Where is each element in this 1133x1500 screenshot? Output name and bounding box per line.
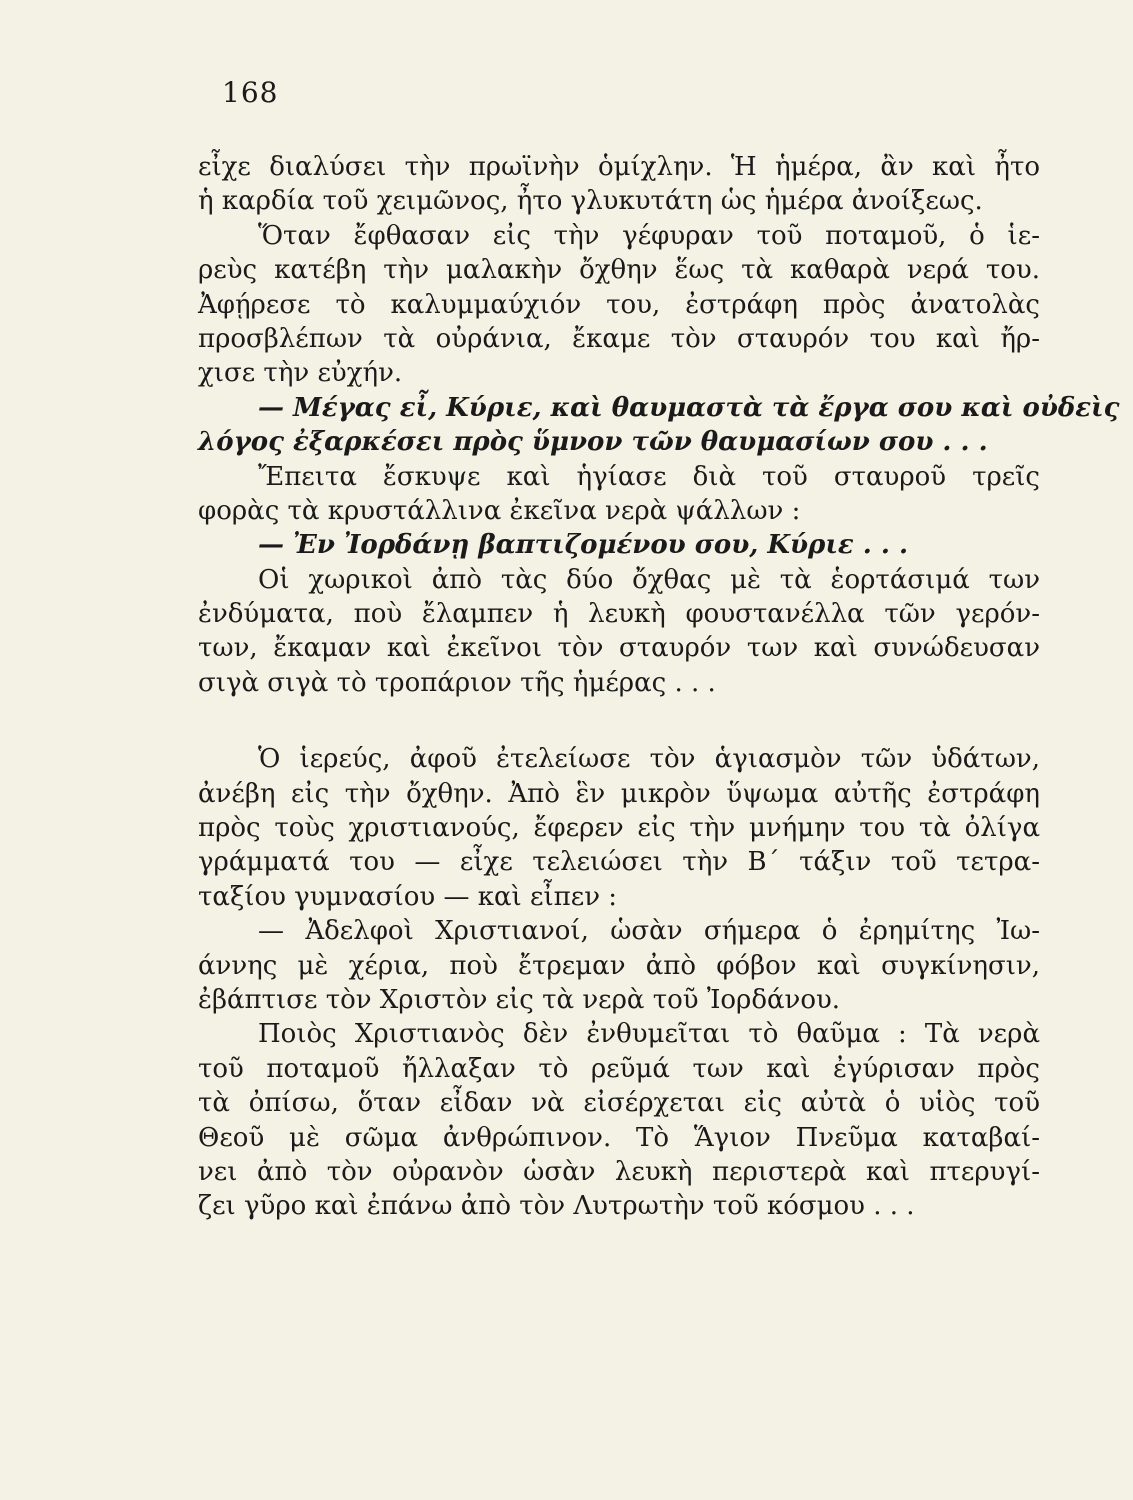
- text-line: ἀνέβη εἰς τὴν ὄχθην. Ἀπὸ ἓν μικρὸν ὕψωμα αὐτῆς ἐστράφη: [198, 778, 1040, 809]
- paragraph: [198, 742, 1040, 914]
- text-line: Ὅταν ἔφθασαν εἰς τὴν γέφυραν τοῦ ποταμοῦ, ὁ ἱε-: [258, 220, 1040, 251]
- text-line: φορὰς τὰ κρυστάλλινα ἐκεῖνα νερὰ ψάλλων :: [198, 495, 801, 526]
- paragraph: [198, 219, 1040, 391]
- body-text: [198, 150, 1120, 1224]
- section-gap: [198, 700, 1040, 742]
- paragraph: [198, 914, 1040, 1017]
- text-line: τὰ ὀπίσω, ὅταν εἶδαν νὰ εἰσέρχεται εἰς αὐτὰ ὁ υἱὸς τοῦ: [198, 1088, 1040, 1119]
- text-line: λόγος ἐξαρκέσει πρὸς ὕμνον τῶν θαυμασίων σου . . .: [198, 427, 988, 458]
- text-line: Ὁ ἱερεύς, ἀφοῦ ἐτελείωσε τὸν ἁγιασμὸν τῶν ὑδάτων,: [258, 744, 1040, 775]
- paragraph: [198, 150, 1040, 219]
- text-line: Οἱ χωρικοὶ ἀπὸ τὰς δύο ὄχθας μὲ τὰ ἑορτάσιμά των: [258, 564, 1040, 595]
- text-line: ἐνδύματα, ποὺ ἔλαμπεν ἡ λευκὴ φουστανέλλα τῶν γερόν-: [198, 599, 1040, 630]
- text-line: Θεοῦ μὲ σῶμα ἀνθρώπινον. Τὸ Ἅγιον Πνεῦμα καταβαί-: [198, 1122, 1040, 1153]
- text-line: των, ἔκαμαν καὶ ἐκεῖνοι τὸν σταυρόν των καὶ συνώδευσαν: [198, 633, 1040, 664]
- text-line: Ἀφῄρεσε τὸ καλυμμαύχιόν του, ἐστράφη πρὸς ἀνατολὰς: [198, 289, 1040, 320]
- text-line: — Ἀδελφοὶ Χριστιανοί, ὡσὰν σήμερα ὁ ἐρημίτης Ἰω-: [258, 916, 1040, 947]
- text-line: ρεὺς κατέβη τὴν μαλακὴν ὄχθην ἕως τὰ καθαρὰ νερά του.: [198, 255, 1040, 286]
- text-line: — Ἐν Ἰορδάνῃ βαπτιζομένου σου, Κύριε . . .: [258, 530, 909, 561]
- page-number: 168: [222, 76, 279, 109]
- paragraph: [198, 563, 1040, 701]
- paragraph: [198, 460, 1040, 529]
- text-line: εἶχε διαλύσει τὴν πρωϊνὴν ὁμίχλην. Ἡ ἡμέρα, ἂν καὶ ἦτο: [198, 152, 1040, 182]
- text-line: γράμματά του — εἶχε τελειώσει τὴν Β΄ τάξιν τοῦ τετρα-: [198, 847, 1040, 878]
- text-line: ἐβάπτισε τὸν Χριστὸν εἰς τὰ νερὰ τοῦ Ἰορδάνου.: [198, 984, 841, 1015]
- paragraph: [198, 528, 1040, 562]
- paragraph: [198, 1017, 1040, 1223]
- text-line: — Μέγας εἶ, Κύριε, καὶ θαυμαστὰ τὰ ἔργα σου καὶ οὐδεὶς: [258, 392, 1120, 423]
- paragraph: [198, 391, 1120, 460]
- text-line: προσβλέπων τὰ οὐράνια, ἔκαμε τὸν σταυρόν του καὶ ἤρ-: [198, 323, 1040, 354]
- text-line: σιγὰ σιγὰ τὸ τροπάριον τῆς ἡμέρας . . .: [198, 667, 716, 698]
- text-line: πρὸς τοὺς χριστιανούς, ἔφερεν εἰς τὴν μνήμην του τὰ ὀλίγα: [198, 813, 1040, 844]
- text-line: Ἔπειτα ἔσκυψε καὶ ἡγίασε διὰ τοῦ σταυροῦ τρεῖς: [258, 461, 1040, 492]
- text-line: Ποιὸς Χριστιανὸς δὲν ἐνθυμεῖται τὸ θαῦμα : Τὰ νερὰ: [258, 1019, 1040, 1050]
- text-line: ταξίου γυμνασίου — καὶ εἶπεν :: [198, 881, 618, 912]
- text-line: τοῦ ποταμοῦ ἤλλαξαν τὸ ρεῦμά των καὶ ἐγύρισαν πρὸς: [198, 1053, 1040, 1084]
- text-line: ἡ καρδία τοῦ χειμῶνος, ἦτο γλυκυτάτη ὡς ἡμέρα ἀνοίξεως.: [198, 186, 983, 217]
- text-line: νει ἀπὸ τὸν οὐρανὸν ὡσὰν λευκὴ περιστερὰ καὶ πτερυγί-: [198, 1156, 1040, 1187]
- text-line: χισε τὴν εὐχήν.: [198, 358, 403, 389]
- text-line: άννης μὲ χέρια, ποὺ ἔτρεμαν ἀπὸ φόβον καὶ συγκίνησιν,: [198, 950, 1040, 981]
- text-line: ζει γῦρο καὶ ἐπάνω ἀπὸ τὸν Λυτρωτὴν τοῦ κόσμου . . .: [198, 1191, 915, 1222]
